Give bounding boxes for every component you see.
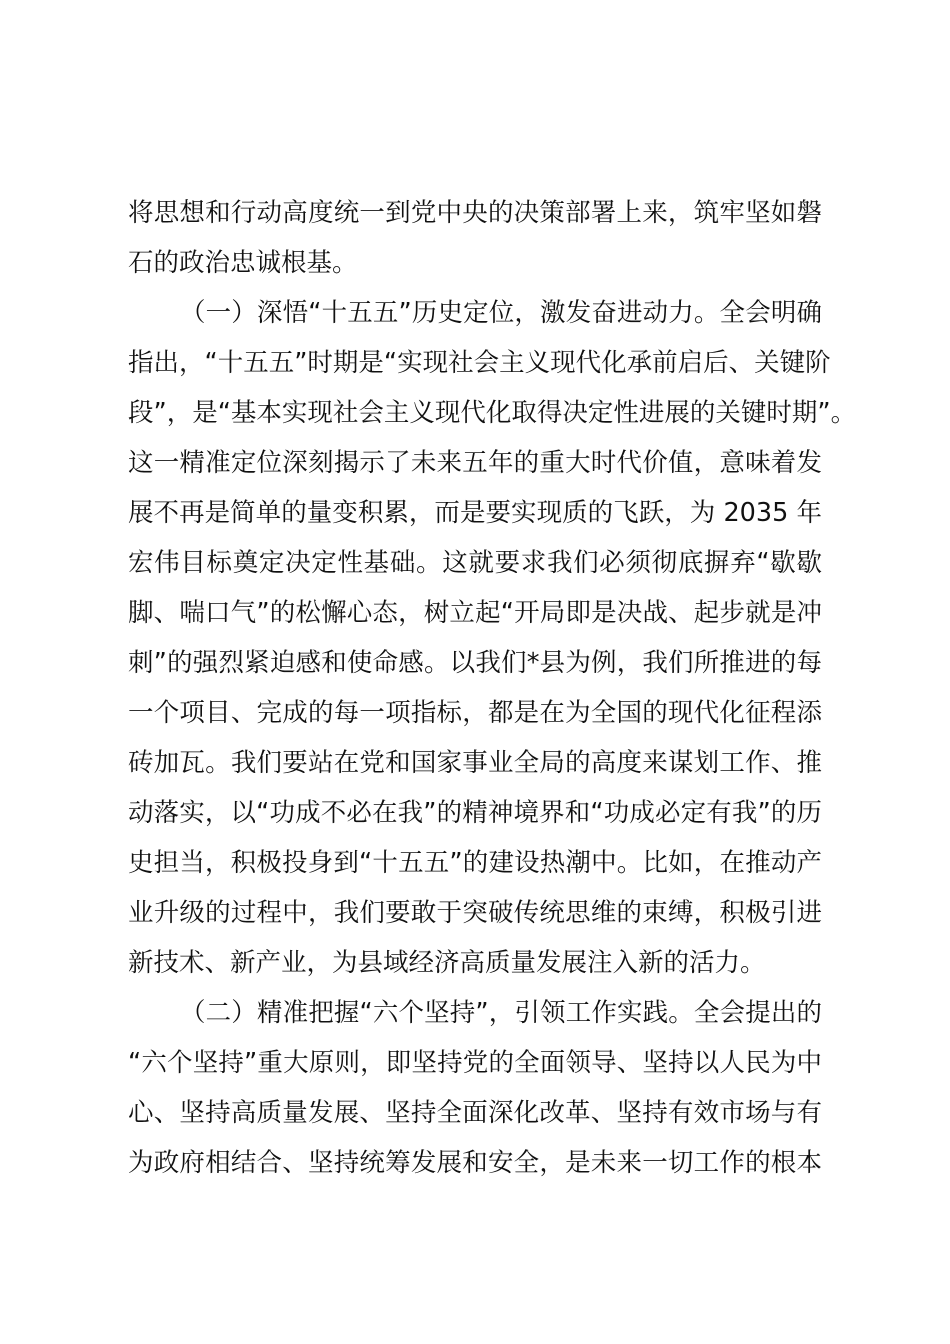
text-line: 史担当，积极投身到“十五五”的建设热潮中。比如，在推动产 (128, 848, 822, 878)
text-line: 业升级的过程中，我们要敢于突破传统思维的束缚，积极引进 (128, 898, 822, 928)
text-line: 砖加瓦。我们要站在党和国家事业全局的高度来谋划工作、推 (128, 748, 822, 778)
document-body (128, 188, 857, 1188)
text-line: 脚、喘口气”的松懈心态，树立起“开局即是决战、起步就是冲 (128, 598, 822, 628)
text-line: 动落实，以“功成不必在我”的精神境界和“功成必定有我”的历 (128, 798, 822, 828)
text-line: 段”，是“基本实现社会主义现代化取得决定性进展的关键时期”。 (128, 398, 857, 428)
paragraph (128, 288, 857, 988)
text-line: （一）深悟“十五五”历史定位，激发奋进动力。全会明确 (180, 298, 822, 328)
text-line: 新技术、新产业，为县域经济高质量发展注入新的活力。 (128, 948, 766, 978)
text-line: 指出，“十五五”时期是“实现社会主义现代化承前启后、关键阶 (128, 348, 831, 378)
text-line: 石的政治忠诚根基。 (128, 248, 358, 278)
paragraph (128, 188, 822, 288)
text-line: 为政府相结合、坚持统筹发展和安全，是未来一切工作的根本 (128, 1148, 822, 1178)
text-line: 将思想和行动高度统一到党中央的决策部署上来，筑牢坚如磐 (128, 198, 822, 228)
text-line: 这一精准定位深刻揭示了未来五年的重大时代价值，意味着发 (128, 448, 822, 478)
text-line: 一个项目、完成的每一项指标，都是在为全国的现代化征程添 (128, 698, 822, 728)
text-line: 心、坚持高质量发展、坚持全面深化改革、坚持有效市场与有 (128, 1098, 822, 1128)
text-line: 刺”的强烈紧迫感和使命感。以我们*县为例，我们所推进的每 (128, 648, 822, 678)
text-line: （二）精准把握“六个坚持”，引领工作实践。全会提出的 (180, 998, 822, 1028)
text-line: “六个坚持”重大原则，即坚持党的全面领导、坚持以人民为中 (128, 1048, 822, 1078)
text-line: 宏伟目标奠定决定性基础。这就要求我们必须彻底摒弃“歇歇 (128, 548, 822, 578)
paragraph (128, 988, 822, 1188)
text-line: 展不再是简单的量变积累，而是要实现质的飞跃，为 2035 年 (128, 498, 822, 528)
